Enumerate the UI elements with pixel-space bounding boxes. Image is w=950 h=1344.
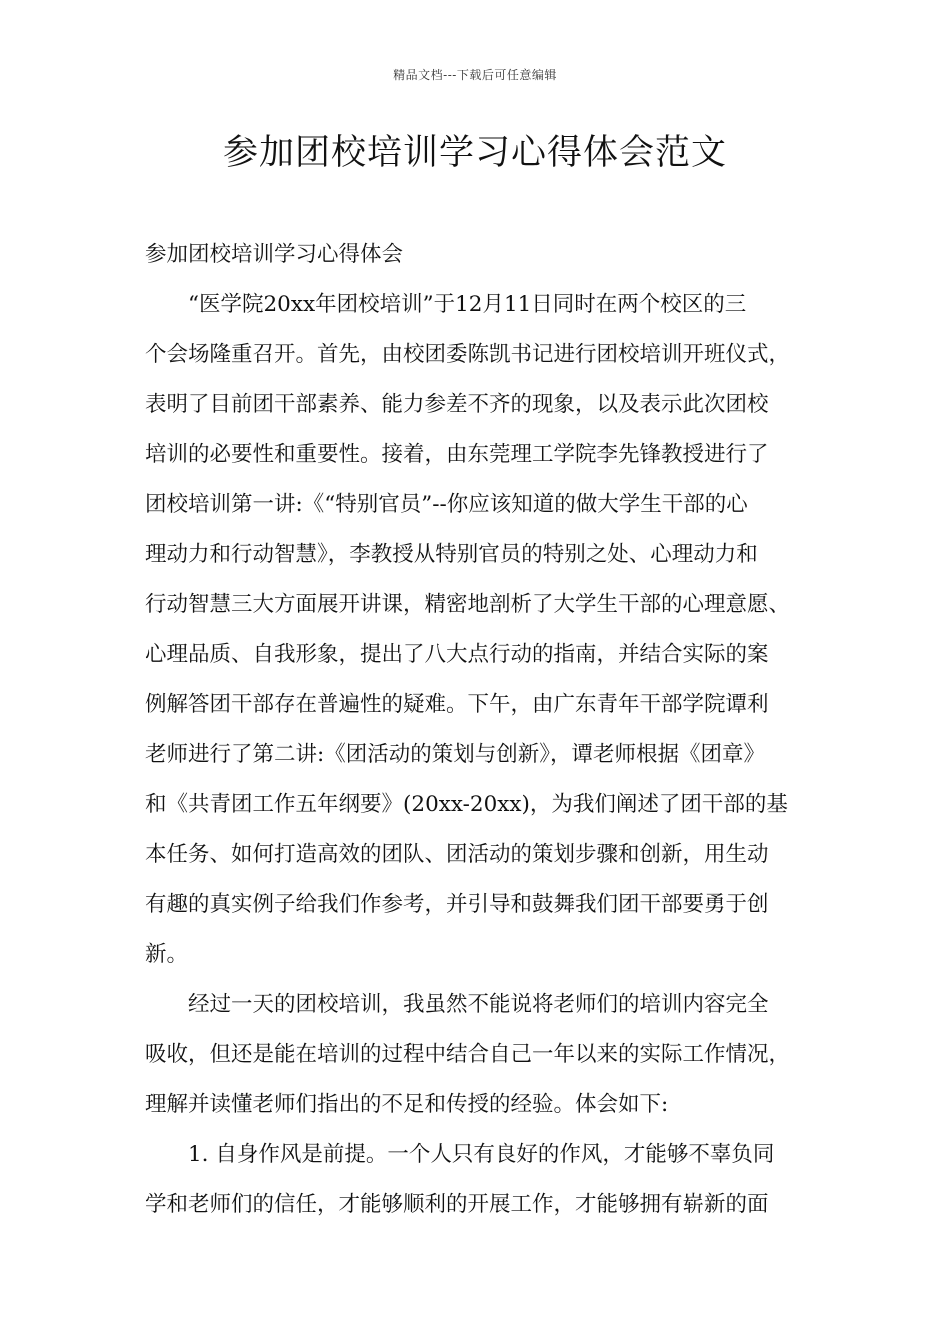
paragraph-line: “医学院20xx年团校培训”于12月11日同时在两个校区的三 <box>188 292 747 317</box>
paragraph-line: 理解并读懂老师们指出的不足和传授的经验。体会如下: <box>145 1092 669 1117</box>
paragraph-line: 行动智慧三大方面展开讲课，精密地剖析了大学生干部的心理意愿、 <box>145 592 791 617</box>
document-body <box>145 230 845 1230</box>
paragraph-line: 本任务、如何打造高效的团队、团活动的策划步骤和创新，用生动 <box>145 842 769 867</box>
paragraph-line: 个会场隆重召开。首先，由校团委陈凯书记进行团校培训开班仪式， <box>145 342 791 367</box>
paragraph-line: 学和老师们的信任，才能够顺利的开展工作，才能够拥有崭新的面 <box>145 1192 769 1217</box>
paragraph-line: 有趣的真实例子给我们作参考，并引导和鼓舞我们团干部要勇于创 <box>145 892 769 917</box>
paragraph-line: 团校培训第一讲:《“特别官员”--你应该知道的做大学生干部的心 <box>145 492 748 517</box>
paragraph-line: 心理品质、自我形象，提出了八大点行动的指南，并结合实际的案 <box>145 642 769 667</box>
paragraph-line: 培训的必要性和重要性。接着，由东莞理工学院李先锋教授进行了 <box>145 442 769 467</box>
paragraph-line: 例解答团干部存在普遍性的疑难。下午，由广东青年干部学院谭利 <box>145 692 769 717</box>
paragraph-line: 和《共青团工作五年纲要》(20xx-20xx)，为我们阐述了团干部的基 <box>145 792 788 817</box>
paragraph-line: 表明了目前团干部素养、能力参差不齐的现象，以及表示此次团校 <box>145 392 769 417</box>
paragraph-line: 吸收，但还是能在培训的过程中结合自己一年以来的实际工作情况， <box>145 1042 791 1067</box>
paragraph-line: 新。 <box>145 942 189 967</box>
list-item-line: 1. 自身作风是前提。一个人只有良好的作风，才能够不辜负同 <box>188 1142 775 1167</box>
paragraph-line: 老师进行了第二讲:《团活动的策划与创新》，谭老师根据《团章》 <box>145 742 765 767</box>
section-heading: 参加团校培训学习心得体会 <box>145 242 404 267</box>
paragraph-line: 理动力和行动智慧》，李教授从特别官员的特别之处、心理动力和 <box>145 542 758 567</box>
header-note: 精品文档---下载后可任意编辑 <box>393 68 557 82</box>
paragraph-line: 经过一天的团校培训，我虽然不能说将老师们的培训内容完全 <box>188 992 769 1017</box>
document-title: 参加团校培训学习心得体会范文 <box>222 133 727 173</box>
